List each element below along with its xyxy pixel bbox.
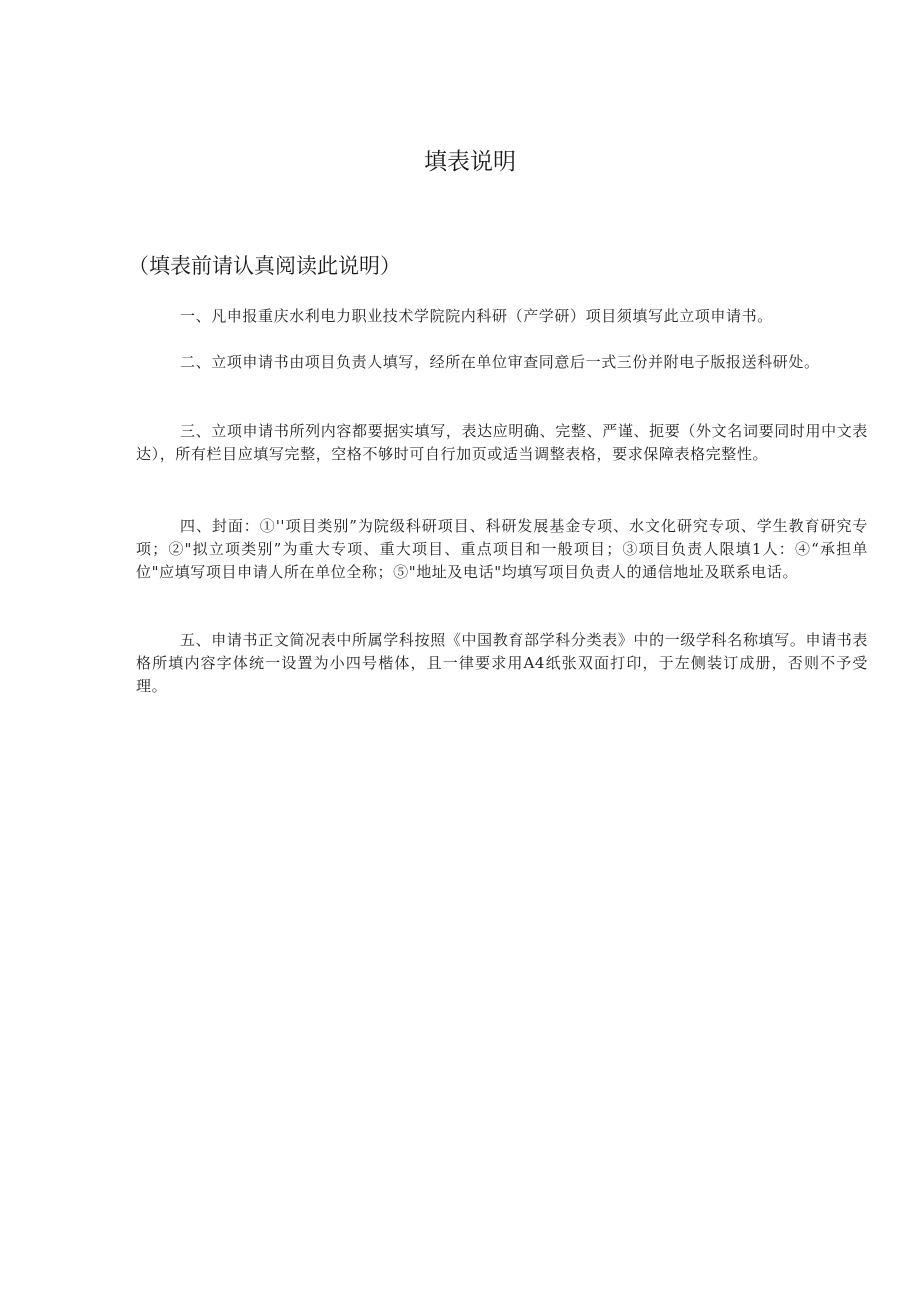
instruction-paragraph-2: 二、立项申请书由项目负责人填写，经所在单位审查同意后一式三份并附电子版报送科研处。 <box>180 353 820 371</box>
instruction-paragraph-4: 四、封面：①''项目类别”为院级科研项目、科研发展基金专项、水文化研究专项、学生教育研究专项；②"拟立项类别”为重大专项、重大项目、重点项目和一般项目；③项目负责人限填1人：④“承担单位"应填写项目申请人所在单位全称；⑤"地址及电话"均填写项目负责人的通信地址及联系电话。 <box>136 517 868 581</box>
instruction-paragraph-3: 三、立项申请书所列内容都要据实填写，表达应明确、完整、严谨、扼要（外文名词要同时用中文表达），所有栏目应填写完整，空格不够时可自行加页或适当调整表格，要求保障表格完整性。 <box>136 422 868 463</box>
page-title: 填表说明 <box>424 149 516 175</box>
instruction-paragraph-5: 五、申请书正文简况表中所属学科按照《中国教育部学科分类表》中的一级学科名称填写。申请书表格所填内容字体统一设置为小四号楷体，且一律要求用A4纸张双面打印，于左侧装订成册，否则不予受理。 <box>136 631 868 695</box>
page-subtitle: （填表前请认真阅读此说明） <box>128 254 401 278</box>
instruction-paragraph-1: 一、凡申报重庆水利电力职业技术学院院内科研（产学研）项目须填写此立项申请书。 <box>180 307 773 325</box>
